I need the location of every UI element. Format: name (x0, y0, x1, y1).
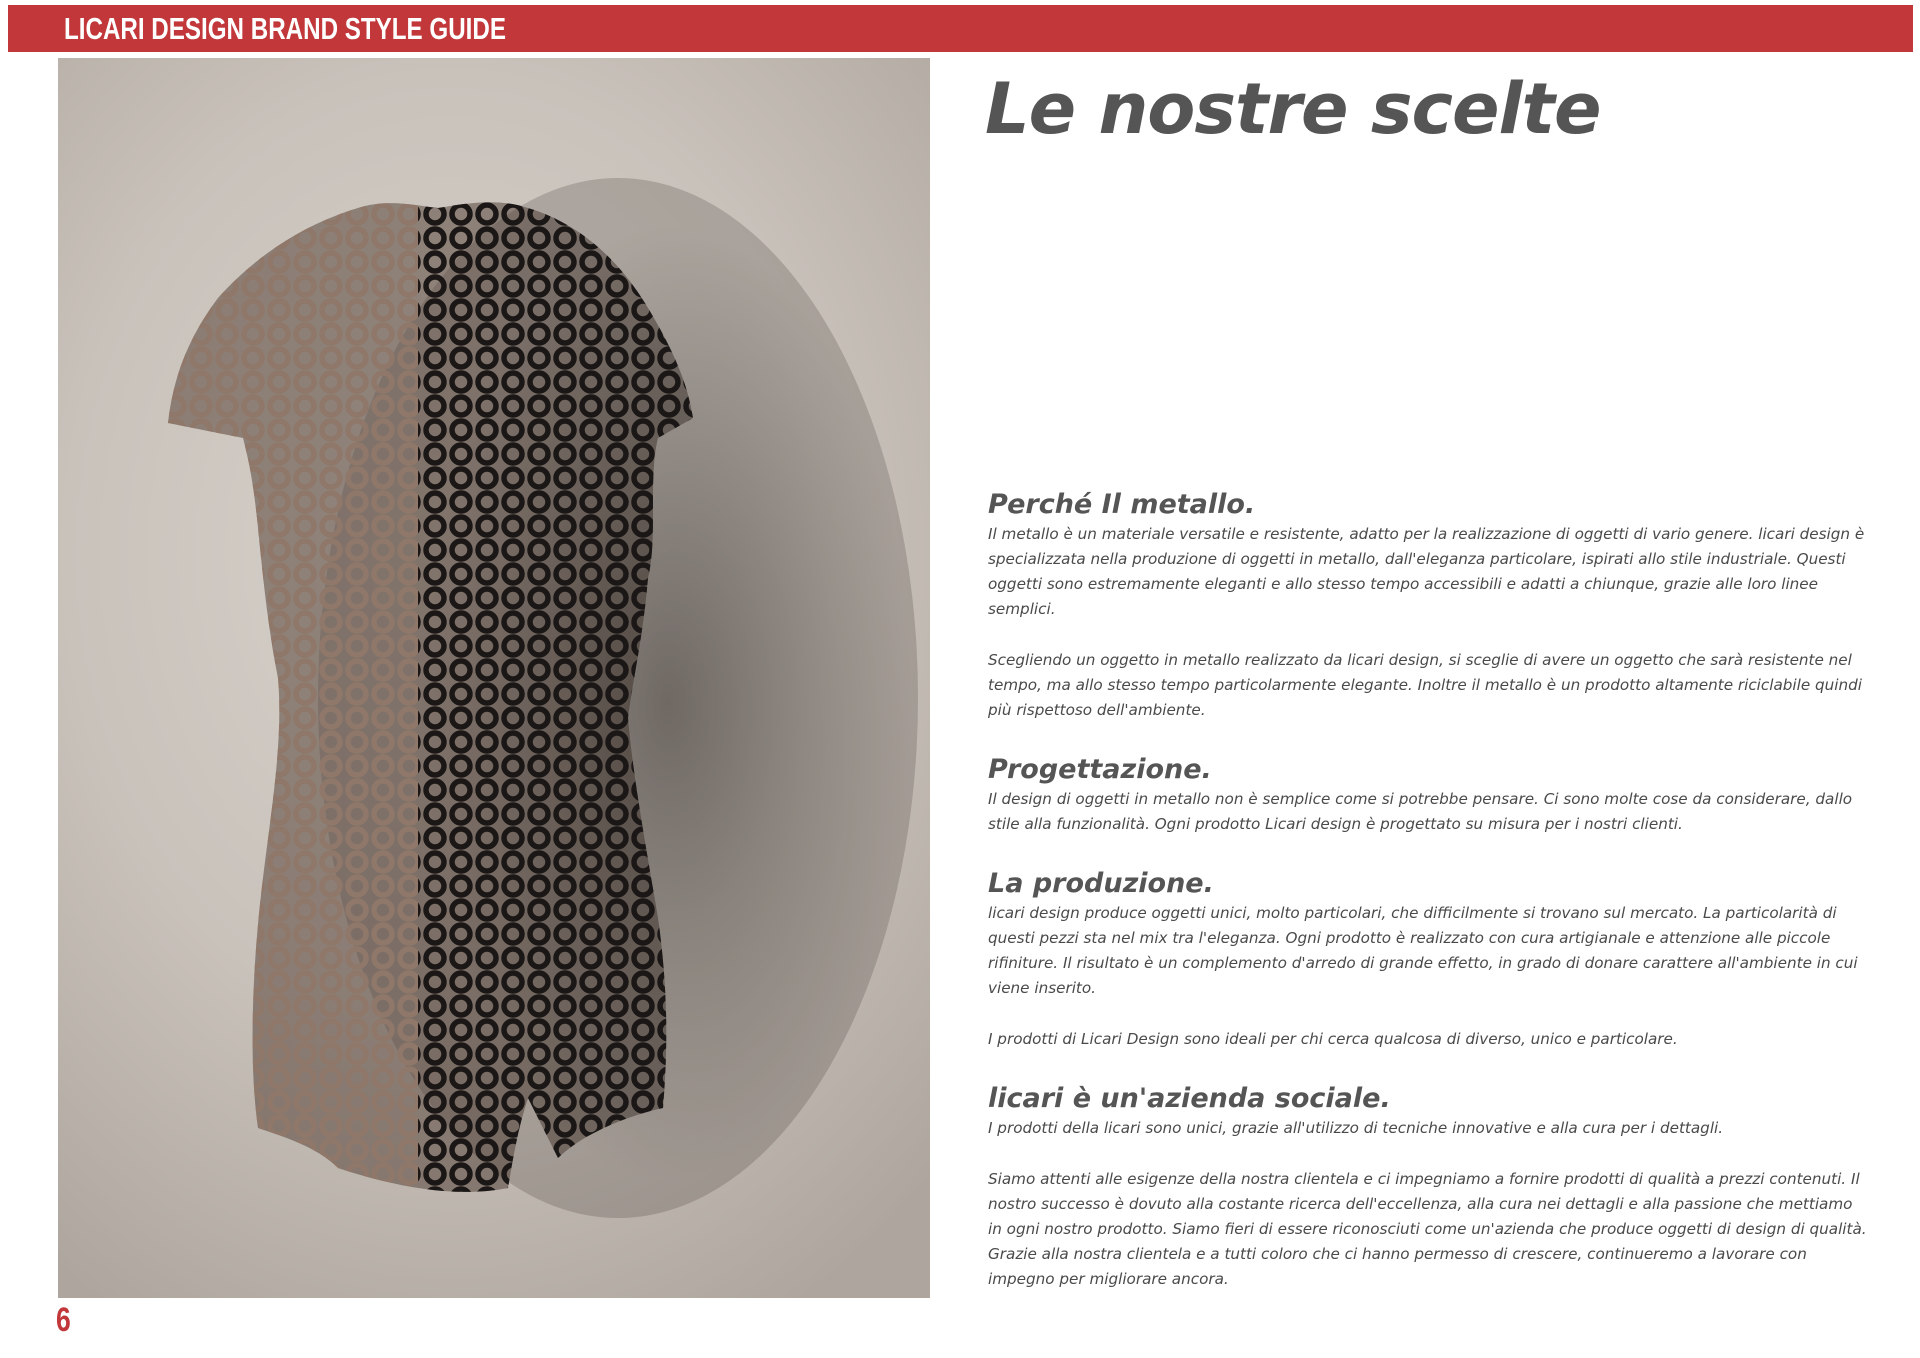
content-column (988, 488, 1868, 1292)
section-design (988, 753, 1868, 837)
metal-torso-sculpture-image (58, 58, 930, 1298)
page-title: Le nostre scelte (985, 68, 1601, 150)
header-bar (8, 5, 1913, 52)
section-heading: licari è un'azienda sociale. (988, 1083, 1391, 1114)
paragraph: I prodotti di Licari Design sono ideali per chi cerca qualcosa di diverso, unico e particolare. (988, 1030, 1678, 1048)
section-heading: Progettazione. (988, 754, 1212, 785)
paragraph: Il design di oggetti in metallo non è semplice come si potrebbe pensare. Ci sono molte cose da considerare, dallo stile alla funzionalità. Ogni prodotto Licari design è progettato su misura per i nostri clienti. (988, 790, 1853, 833)
paragraph: licari design produce oggetti unici, molto particolari, che difficilmente si trovano sul mercato. La particolarità di questi pezzi sta nel mix tra l'eleganza. Ogni prodotto è realizzato con cura artigianale e attenzione alle piccole rifiniture. Il risultato è un complemento d'arredo di grande effetto, in grado di donare carattere all'ambiente in cui viene inserito. (988, 904, 1858, 997)
section-social (988, 1082, 1868, 1292)
section-heading: Perché Il metallo. (988, 489, 1256, 520)
page-number: 6 (56, 1301, 71, 1339)
section-production (988, 867, 1868, 1052)
brand-guide-title: LICARI DESIGN BRAND STYLE GUIDE (64, 11, 506, 46)
paragraph: Il metallo è un materiale versatile e resistente, adatto per la realizzazione di oggetti di vario genere. licari design è specializzata nella produzione di oggetti in metallo, dall'eleganza particolare, ispirati allo stile industriale. Questi oggetti sono estremamente eleganti e allo stesso tempo accessibili e adatti a chiunque, grazie alle loro linee semplici. (988, 525, 1865, 618)
paragraph: I prodotti della licari sono unici, grazie all'utilizzo di tecniche innovative e alla cura per i dettagli. (988, 1119, 1724, 1137)
paragraph: Scegliendo un oggetto in metallo realizzato da licari design, si sceglie di avere un oggetto che sarà resistente nel tempo, ma allo stesso tempo particolarmente elegante. Inoltre il metallo è un prodotto altamente riciclabile quindi più rispettoso dell'ambiente. (988, 651, 1863, 719)
section-metal (988, 488, 1868, 723)
sculpture-photo (58, 58, 930, 1298)
section-heading: La produzione. (988, 868, 1214, 899)
paragraph: Siamo attenti alle esigenze della nostra clientela e ci impegniamo a fornire prodotti di qualità a prezzi contenuti. Il nostro successo è dovuto alla costante ricerca dell'eccellenza, alla cura nei dettagli e alla passione che mettiamo in ogni nostro prodotto. Siamo fieri di essere riconosciuti come un'azienda che produce oggetti di design di qualità. Grazie alla nostra clientela e a tutti coloro che ci hanno permesso di crescere, continueremo a lavorare con impegno per migliorare ancora. (988, 1170, 1867, 1288)
